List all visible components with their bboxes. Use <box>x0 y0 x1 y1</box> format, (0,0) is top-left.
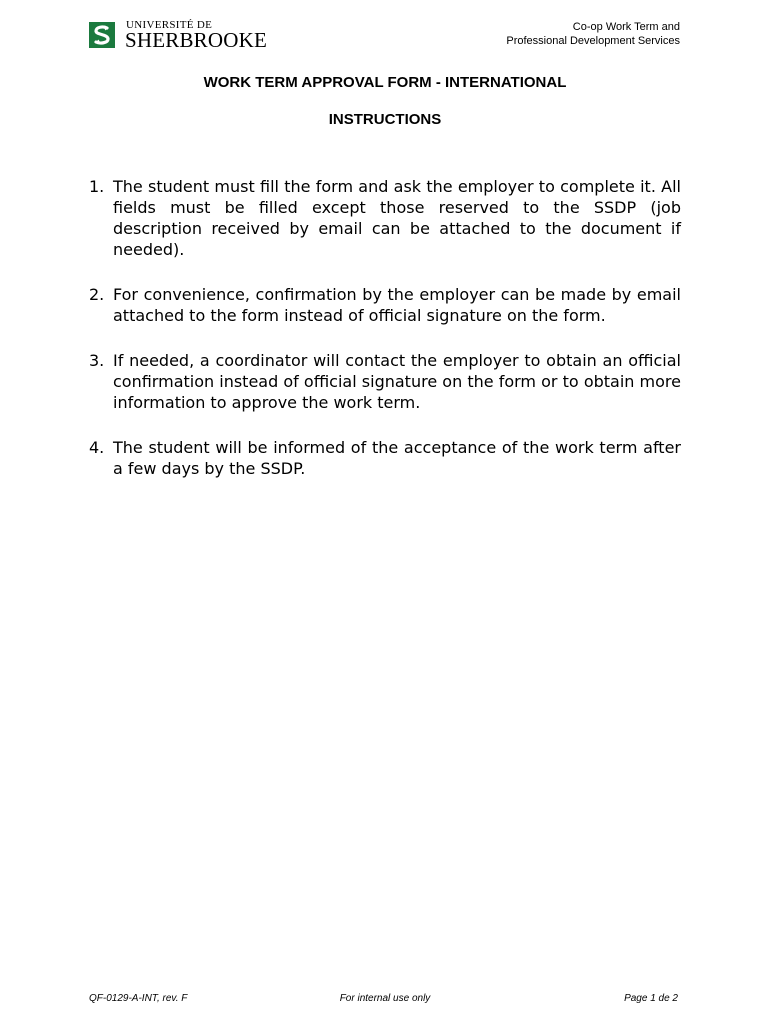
instruction-item <box>89 437 681 479</box>
instruction-number: 2. <box>89 285 105 304</box>
footer-usage-note: For internal use only <box>339 993 431 1004</box>
logo-line-universite: UNIVERSITÉ DE <box>126 19 213 31</box>
footer-page-indicator: Page 1 de 2 <box>624 993 678 1004</box>
section-title: INSTRUCTIONS <box>328 111 442 128</box>
instruction-number: 4. <box>89 438 105 457</box>
instruction-text: The student must fill the form and ask the employer to complete it. All fields must be filled except those reserved to the SSDP (job description received by email can be attached to the document if needed). <box>113 177 681 259</box>
department-header <box>506 20 680 48</box>
instruction-text: The student will be informed of the acceptance of the work term after a few days by the SSDP. <box>113 438 681 478</box>
department-line-2: Professional Development Services <box>506 35 680 47</box>
instruction-item <box>89 176 681 260</box>
instruction-number: 3. <box>89 351 105 370</box>
instruction-number: 1. <box>89 177 105 196</box>
logo-line-sherbrooke: SHERBROOKE <box>125 28 268 52</box>
instruction-item <box>89 350 681 413</box>
instruction-text: For convenience, confirmation by the employer can be made by email attached to the form instead of official signature on the form. <box>113 285 681 325</box>
instructions-list <box>89 176 681 503</box>
instruction-item <box>89 284 681 326</box>
form-title: WORK TERM APPROVAL FORM - INTERNATIONAL <box>203 74 567 91</box>
footer-form-code: QF-0129-A-INT, rev. F <box>89 993 188 1004</box>
department-line-1: Co-op Work Term and <box>572 21 680 33</box>
sherbrooke-s-icon <box>89 22 115 48</box>
university-logo <box>89 19 279 51</box>
instruction-text: If needed, a coordinator will contact the employer to obtain an official confirmation instead of official signature on the form or to obtain more information to approve the work term. <box>113 351 681 412</box>
